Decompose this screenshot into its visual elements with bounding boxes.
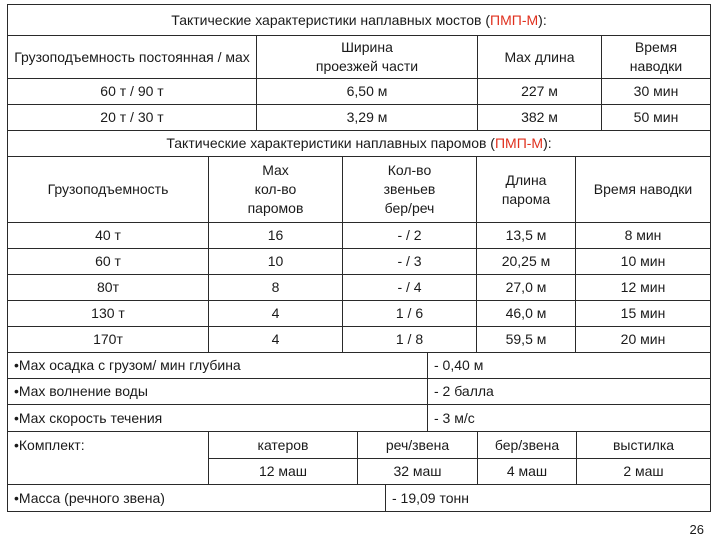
bridges-title-accent: ПМП-М — [490, 11, 539, 28]
ferries-row-2-count: 10 — [208, 248, 343, 275]
ferries-row-3-length: 27,0 м — [476, 274, 576, 301]
spec-wave-value: - 2 балла — [427, 378, 711, 405]
ferries-header-length: Длина парома — [476, 156, 576, 223]
ferries-header-count: Мах кол-во паромов — [208, 156, 343, 223]
mass-label: •Масса (речного звена) — [7, 484, 386, 512]
bridges-header-length: Max длина — [477, 35, 602, 79]
bridges-row-2-time: 50 мин — [601, 104, 711, 131]
ferries-title-accent: ПМП-М — [494, 135, 544, 151]
ferries-row-4-length: 46,0 м — [476, 300, 576, 327]
ferries-row-5-capacity: 170т — [7, 326, 209, 353]
bridges-title-suffix: ): — [538, 11, 547, 28]
ferries-row-5-count: 4 — [208, 326, 343, 353]
ferries-row-2-time: 10 мин — [575, 248, 711, 275]
ferries-row-4-links: 1 / 6 — [342, 300, 477, 327]
kit-header-river-links: реч/звена — [357, 431, 478, 459]
kit-label-text: •Комплект: — [14, 437, 85, 453]
bridges-row-1-width: 6,50 м — [256, 78, 478, 105]
page-number: 26 — [689, 522, 704, 537]
ferries-row-3-capacity: 80т — [7, 274, 209, 301]
kit-header-shore-links: бер/звена — [477, 431, 577, 459]
spec-wave-label: •Max волнение воды — [7, 378, 428, 405]
ferries-row-5-length: 59,5 м — [476, 326, 576, 353]
bridges-row-1-time: 30 мин — [601, 78, 711, 105]
bridges-title — [7, 4, 711, 36]
bridges-header-capacity: Грузоподъемность постоянная / мах — [7, 35, 257, 79]
ferries-row-1-time: 8 мин — [575, 222, 711, 249]
bridges-row-1-length: 227 м — [477, 78, 602, 105]
ferries-row-2-length: 20,25 м — [476, 248, 576, 275]
bridges-header-width: Ширина проезжей части — [256, 35, 478, 79]
ferries-header-capacity: Грузоподъемность — [7, 156, 209, 223]
ferries-row-1-links: - / 2 — [342, 222, 477, 249]
kit-value-river-links: 32 маш — [357, 458, 478, 485]
kit-header-decking: выстилка — [576, 431, 711, 459]
spec-current-value: - 3 м/с — [427, 404, 711, 432]
kit-label — [7, 431, 209, 485]
ferries-title — [7, 130, 711, 157]
spec-draft-label: •Max осадка с грузом/ мин глубина — [7, 352, 428, 379]
ferries-row-2-links: - / 3 — [342, 248, 477, 275]
kit-header-boats: катеров — [208, 431, 358, 459]
ferries-row-1-length: 13,5 м — [476, 222, 576, 249]
bridges-title-prefix: Тактические характеристики наплавных мостов ( — [171, 11, 491, 28]
ferries-row-4-count: 4 — [208, 300, 343, 327]
ferries-title-prefix: Тактические характеристики наплавных паромов ( — [166, 135, 495, 151]
ferries-header-links: Кол-во звеньев бер/реч — [342, 156, 477, 223]
ferries-title-suffix: ): — [543, 135, 552, 151]
ferries-header-time: Время наводки — [575, 156, 711, 223]
mass-value: - 19,09 тонн — [385, 484, 711, 512]
ferries-row-5-links: 1 / 8 — [342, 326, 477, 353]
ferries-row-1-capacity: 40 т — [7, 222, 209, 249]
kit-value-shore-links: 4 маш — [477, 458, 577, 485]
spec-draft-value: - 0,40 м — [427, 352, 711, 379]
ferries-row-3-time: 12 мин — [575, 274, 711, 301]
ferries-row-1-count: 16 — [208, 222, 343, 249]
ferries-row-4-capacity: 130 т — [7, 300, 209, 327]
spec-current-label: •Max скорость течения — [7, 404, 428, 432]
ferries-row-5-time: 20 мин — [575, 326, 711, 353]
ferries-row-3-links: - / 4 — [342, 274, 477, 301]
bridges-row-2-capacity: 20 т / 30 т — [7, 104, 257, 131]
bridges-row-2-width: 3,29 м — [256, 104, 478, 131]
kit-value-decking: 2 маш — [576, 458, 711, 485]
ferries-row-4-time: 15 мин — [575, 300, 711, 327]
bridges-row-1-capacity: 60 т / 90 т — [7, 78, 257, 105]
ferries-row-3-count: 8 — [208, 274, 343, 301]
bridges-header-time: Время наводки — [601, 35, 711, 79]
ferries-row-2-capacity: 60 т — [7, 248, 209, 275]
bridges-row-2-length: 382 м — [477, 104, 602, 131]
kit-value-boats: 12 маш — [208, 458, 358, 485]
